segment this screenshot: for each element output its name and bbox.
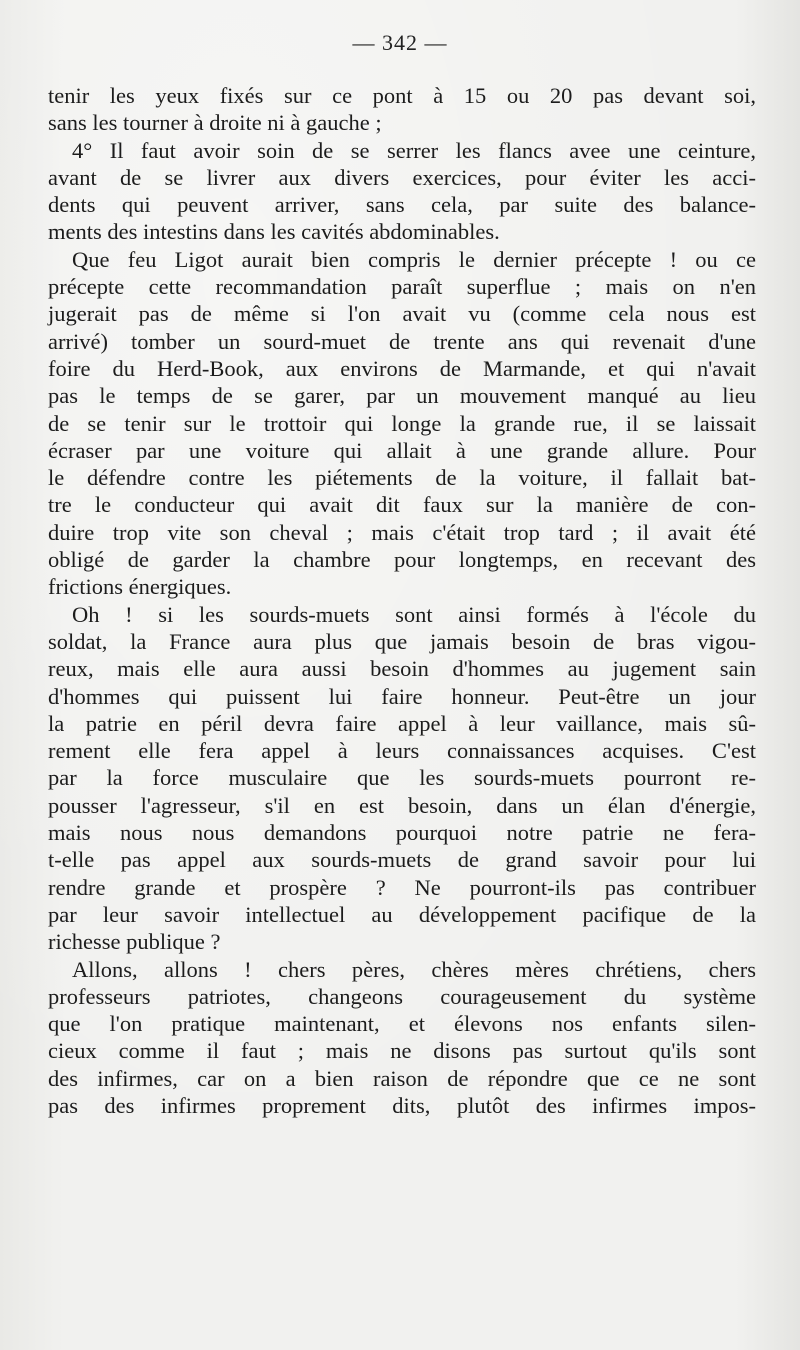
text-line: écraser par une voiture qui allait à une grande allure. Pour <box>48 437 756 463</box>
text-line: frictions énergiques. <box>48 574 232 600</box>
text-line: précepte cette recommandation paraît superflue ; mais on n'en <box>48 274 756 300</box>
text-line: avant de se livrer aux divers exercices, pour éviter les acci- <box>48 164 756 190</box>
text-line: pas le temps de se garer, par un mouvement manqué au lieu <box>48 383 756 409</box>
text-line: obligé de garder la chambre pour longtemps, en recevant des <box>48 547 756 573</box>
text-line: arrivé) tomber un sourd-muet de trente ans qui revenait d'une <box>48 328 756 354</box>
text-line: t-elle pas appel aux sourds-muets de grand savoir pour lui <box>48 847 756 873</box>
text-line: pousser l'agresseur, s'il en est besoin, dans un élan d'énergie, <box>48 792 756 818</box>
text-line: par leur savoir intellectuel au développement pacifique de la <box>48 901 756 927</box>
text-line: Oh ! si les sourds-muets sont ainsi formés à l'école du <box>72 601 756 627</box>
text-line: dents qui peuvent arriver, sans cela, par suite des balance- <box>48 192 756 218</box>
text-line: Allons, allons ! chers pères, chères mères chrétiens, chers <box>72 956 756 982</box>
text-line: tre le conducteur qui avait dit faux sur la manière de con- <box>48 492 756 518</box>
text-line: professeurs patriotes, changeons courageusement du système <box>48 983 756 1009</box>
text-line: mais nous nous demandons pourquoi notre patrie ne fera- <box>48 820 756 846</box>
text-line: cieux comme il faut ; mais ne disons pas surtout qu'ils sont <box>48 1038 756 1064</box>
text-line: soldat, la France aura plus que jamais besoin de bras vigou- <box>48 628 756 654</box>
text-line: la patrie en péril devra faire appel à leur vaillance, mais sû- <box>48 710 756 736</box>
text-line: d'hommes qui puissent lui faire honneur. Peut-être un jour <box>48 683 756 709</box>
text-line: par la force musculaire que les sourds-muets pourront re- <box>48 765 756 791</box>
text-line: Que feu Ligot aurait bien compris le dernier précepte ! ou ce <box>72 246 756 272</box>
text-line: 4° Il faut avoir soin de se serrer les flancs avee une ceinture, <box>72 137 756 163</box>
text-line: duire trop vite son cheval ; mais c'était trop tard ; il avait été <box>48 519 756 545</box>
text-line: pas des infirmes proprement dits, plutôt des infirmes impos- <box>48 1092 756 1118</box>
text-line: foire du Herd-Book, aux environs de Marmande, et qui n'avait <box>48 355 756 381</box>
text-line: reux, mais elle aura aussi besoin d'hommes au jugement sain <box>48 656 756 682</box>
text-line: de se tenir sur le trottoir qui longe la grande rue, il se laissait <box>48 410 756 436</box>
text-line: le défendre contre les piétements de la voiture, il fallait bat- <box>48 465 756 491</box>
text-line: tenir les yeux fixés sur ce pont à 15 ou 20 pas devant soi, <box>48 83 756 108</box>
text-line: rendre grande et prospère ? Ne pourront-ils pas contribuer <box>48 874 756 900</box>
text-line: richesse publique ? <box>48 929 221 955</box>
text-line: des infirmes, car on a bien raison de répondre que ce ne sont <box>48 1065 756 1091</box>
text-line: jugerait pas de même si l'on avait vu (comme cela nous est <box>48 301 756 327</box>
text-line: rement elle fera appel à leurs connaissances acquises. C'est <box>48 738 756 764</box>
text-line: ments des intestins dans les cavités abdominables. <box>48 219 500 245</box>
text-line: que l'on pratique maintenant, et élevons nos enfants silen- <box>48 1011 756 1037</box>
text-line: sans les tourner à droite ni à gauche ; <box>48 110 382 136</box>
body-text <box>48 82 756 1119</box>
page-number: — 342 — <box>352 30 448 55</box>
